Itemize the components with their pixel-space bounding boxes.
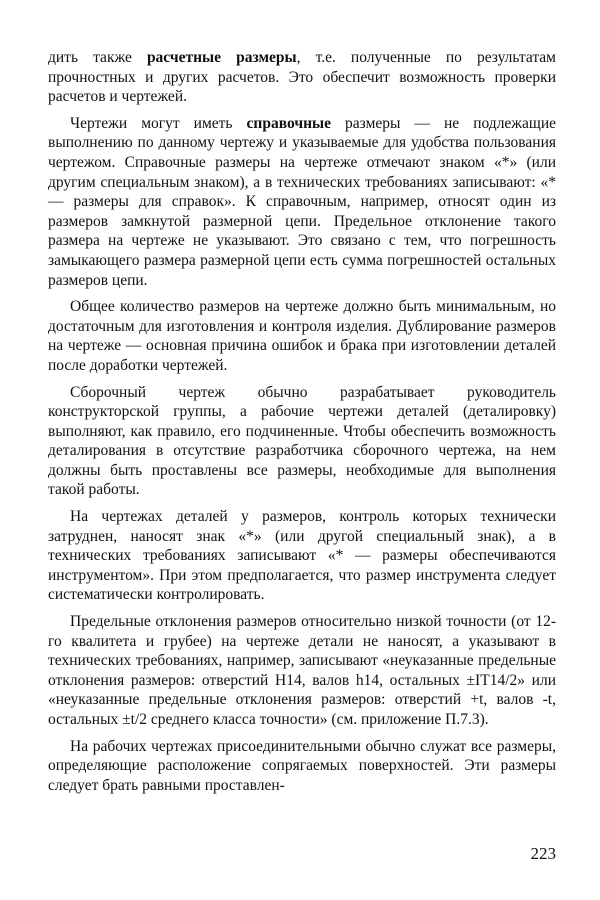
paragraph-5: На чертежах деталей у размеров, контроль которых технически затруднен, наносят знак «*» (или другой специальный знак), а в технических требованиях записывают «* — размеры обеспечиваются инструментом». При этом предполагается, что размер инструмента следует систематически контролировать. bbox=[48, 508, 556, 604]
term-reference-dimensions: справочные bbox=[246, 114, 331, 132]
paragraph-2-rest: размеры — не подлежащие выполнению по данному чертежу и указываемые для удобства пользования чертежом. Справочные размеры на чертеже отмечают знаком «*» (или другим специальным знаком), а в технических требованиях записывают: «* — размеры для справок». К справочным, например, относят один из размеров замкнутой размерной цепи. Предельное отклонение такого размера на чертеже не указывают. Это связано с тем, что погрешность замыкающего размера размерной цепи есть сумма погрешностей остальных размеров цепи. bbox=[48, 114, 557, 289]
paragraph-1-lead: дить также bbox=[48, 49, 147, 66]
paragraph-1-rest: , т.е. полученные по результатам прочностных и других расчетов. Это обеспечит возможность проверки расчетов и чертежей. bbox=[48, 49, 556, 106]
paragraph-4: Сборочный чертеж обычно разрабатывает руководитель конструкторской группы, а рабочие чертежи деталей (деталировку) выполняют, как правило, его подчиненные. Чтобы обеспечить возможность деталирования в отсутствие разработчика сборочного чертежа, на нем должны быть проставлены все размеры, необходимые для выполнения такой работы. bbox=[48, 383, 556, 499]
paragraph-7: На рабочих чертежах присоединительными обычно служат все размеры, определяющие расположение сопрягаемых поверхностей. Эти размеры следует брать равными проставлен- bbox=[48, 737, 556, 794]
paragraph-2-lead: Чертежи могут иметь bbox=[70, 114, 247, 132]
page-number: 223 bbox=[530, 844, 556, 863]
term-calculated-dimensions: расчетные размеры bbox=[146, 49, 297, 66]
paragraph-3: Общее количество размеров на чертеже должно быть минимальным, но достаточным для изготовления и контроля изделия. Дублирование размеров на чертеже — основная причина ошибок и брака при изготовлении деталей после доработки чертежей. bbox=[48, 298, 556, 374]
document-page bbox=[48, 48, 556, 802]
paragraph-1 bbox=[48, 48, 556, 107]
paragraph-2 bbox=[48, 114, 556, 290]
paragraph-6: Предельные отклонения размеров относительно низкой точности (от 12-го квалитета и грубее) на чертеже детали не наносят, а указывают в технических требованиях, например, записывают «неуказанные предельные отклонения размеров: отверстий H14, валов h14, остальных ±IT14/2» или «неуказанные предельные отклонения размеров: отверстий +t, валов -t, остальных ±t/2 среднего класса точности» (см. приложение П.7.3). bbox=[48, 613, 556, 728]
